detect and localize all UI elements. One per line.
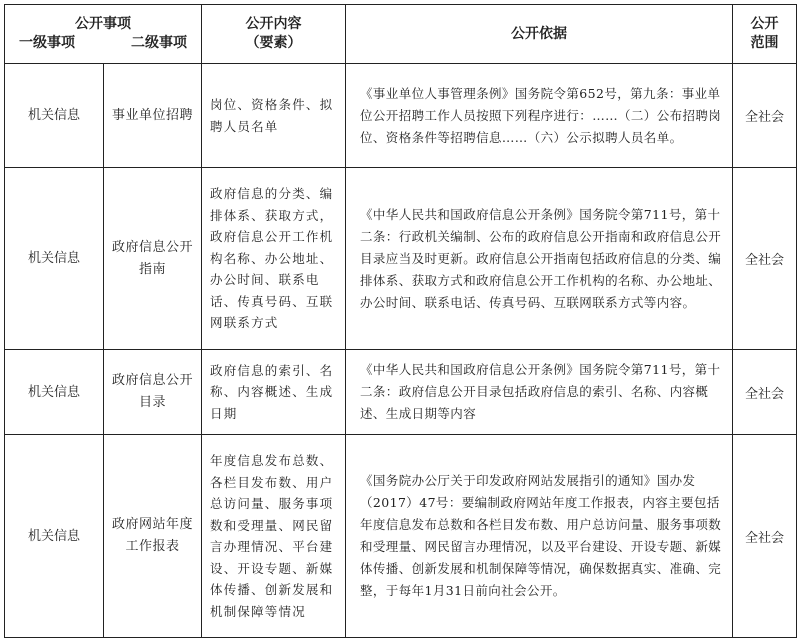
public-items-title: 公开事项 — [75, 16, 131, 32]
level2-header: 二级事项 — [131, 35, 187, 51]
subitem-cell: 事业单位招聘 — [104, 64, 202, 168]
scope-cell: 全社会 — [733, 64, 797, 168]
basis-cell: 《中华人民共和国政府信息公开条例》国务院令第711号，第十二条：政府信息公开目录包括政府信息的索引、名称、内容概述、生成日期等内容 — [346, 350, 733, 435]
scope-cell: 全社会 — [733, 435, 797, 638]
category-cell: 机关信息 — [5, 435, 104, 638]
public-items-header — [5, 5, 202, 64]
category-cell: 机关信息 — [5, 350, 104, 435]
table-row — [5, 168, 797, 350]
table-row — [5, 435, 797, 638]
table-row — [5, 64, 797, 168]
subitem-cell: 政府信息公开目录 — [104, 350, 202, 435]
table-row — [5, 350, 797, 435]
content-cell: 政府信息的分类、编排体系、获取方式，政府信息公开工作机构名称、办公地址、办公时间、联系电话、传真号码、互联网联系方式 — [202, 168, 346, 350]
content-header-line2: （要素） — [245, 35, 302, 51]
category-cell: 机关信息 — [5, 64, 104, 168]
content-cell: 岗位、资格条件、拟聘人员名单 — [202, 64, 346, 168]
scope-header-line2: 范围 — [750, 35, 779, 51]
content-header — [202, 5, 346, 64]
level1-header: 一级事项 — [19, 35, 75, 51]
disclosure-table — [4, 4, 797, 638]
subitem-cell: 政府信息公开指南 — [104, 168, 202, 350]
basis-cell: 《事业单位人事管理条例》国务院令第652号，第九条：事业单位公开招聘工作人员按照下列程序进行：……（二）公布招聘岗位、资格条件等招聘信息……（六）公示拟聘人员名单。 — [346, 64, 733, 168]
basis-cell: 《国务院办公厅关于印发政府网站发展指引的通知》国办发（2017）47号：要编制政府网站年度工作报表，内容主要包括年度信息发布总数和各栏目发布数、用户总访问量、服务事项数和受理量、网民留言办理情况，以及平台建设、开设专题、新媒体传播、创新发展和机制保障等情况，确保数据真实、准确、完整，于每年1月31日前向社会公开。 — [346, 435, 733, 638]
scope-cell: 全社会 — [733, 168, 797, 350]
scope-header — [733, 5, 797, 64]
content-cell: 政府信息的索引、名称、内容概述、生成日期 — [202, 350, 346, 435]
scope-header-line1: 公开 — [750, 16, 779, 32]
basis-header: 公开依据 — [346, 5, 733, 64]
category-cell: 机关信息 — [5, 168, 104, 350]
scope-cell: 全社会 — [733, 350, 797, 435]
content-cell: 年度信息发布总数、各栏目发布数、用户总访问量、服务事项数和受理量、网民留言办理情况、平台建设、开设专题、新媒体传播、创新发展和机制保障等情况 — [202, 435, 346, 638]
subitem-cell: 政府网站年度工作报表 — [104, 435, 202, 638]
table-header-row — [5, 5, 797, 64]
content-header-line1: 公开内容 — [245, 16, 302, 32]
basis-cell: 《中华人民共和国政府信息公开条例》国务院令第711号，第十二条：行政机关编制、公布的政府信息公开指南和政府信息公开目录应当及时更新。政府信息公开指南包括政府信息的分类、编排体系、获取方式和政府信息公开工作机构的名称、办公地址、办公时间、联系电话、传真号码、互联网联系方式等内容。 — [346, 168, 733, 350]
level-subheaders — [5, 34, 201, 53]
